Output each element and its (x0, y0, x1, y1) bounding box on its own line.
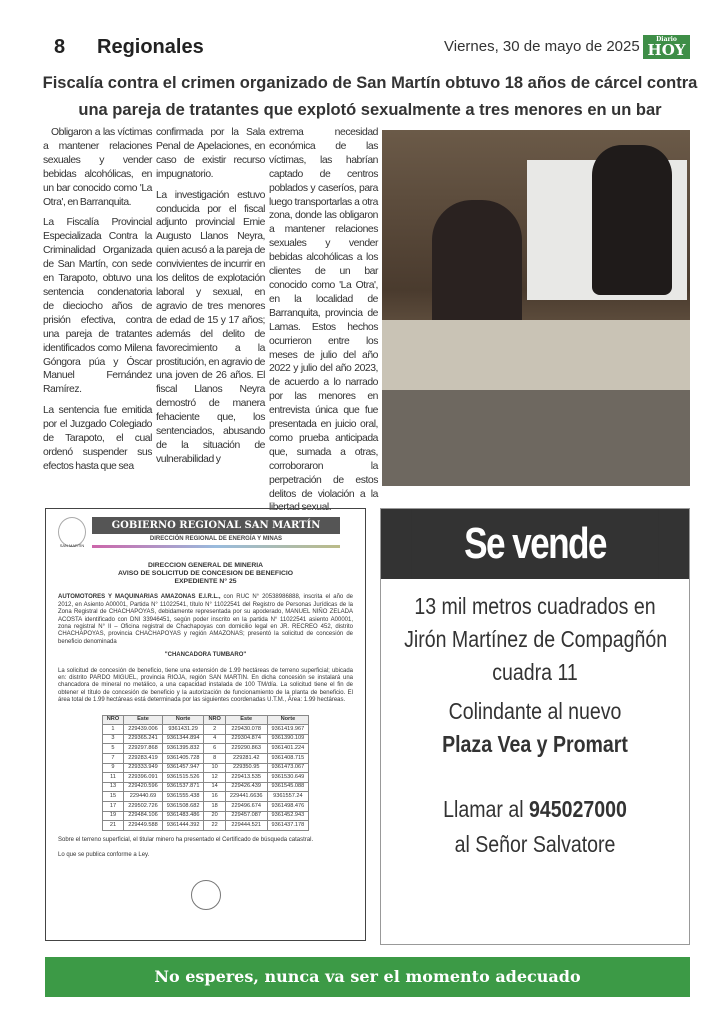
table-cell: 17 (102, 802, 123, 812)
table-header: Norte (162, 715, 204, 725)
table-cell: 9361498.476 (267, 802, 309, 812)
paragraph: extrema necesidad económica de las víctimas, las habrían captado de centros poblados y caseríos, para luego transportarlas a otra zona, donde las obligaron a mantener relaciones sexuales y vender bebidas alcohólicas a los clientes de un bar conocido como 'La Otra', en la localidad de Barranquita, provincia de Lamas. Estos hechos ocurrieron entre los meses de julio del año 2022 y julio del año 2023, de acuerdo a lo narrado por las menores en entrevista única que fue presentada en juicio oral, como prueba anticipada que, sumada a otras, corroboraron la perpetración de estos delitos de violación a la libertad sexual. (269, 127, 378, 514)
table-row (102, 802, 308, 812)
paragraph: confirmada por la Sala Penal de Apelaciones, en caso de existir recurso impugnatorio. (156, 127, 265, 180)
table-cell: 229502.726 (124, 802, 163, 812)
table-cell: 229297.868 (124, 744, 163, 754)
table-cell: 229420.596 (124, 782, 163, 792)
paragraph: La Fiscalía Provincial Especializada Contra la Criminalidad Organizada de San Martín, con sede en Tarapoto, obtuvo una sentencia condenatoria de dieciocho años de prisión efectiva, contra una pareja de tratantes identificados como Milena Góngora púa y Óscar Manuel Fernández Ramírez. (43, 217, 152, 396)
article-column-2 (156, 126, 265, 474)
paragraph: La investigación estuvo conducida por el fiscal adjunto provincial Ernie Augusto Llanos Neyra, quien acusó a la pareja de convivientes de incurrir en los delitos de explotación laboral y sexual, en agravio de tres menores de edad de 15 y 17 años; además del delito de favorecimiento a la prostitución, en agravio de una joven de 26 años. El fiscal Llanos Neyra demostró de manera fehaciente que, los sentenciados, abusando de la situación de vulnerabilidad y (156, 189, 265, 465)
table-cell: 9361508.682 (162, 802, 204, 812)
page-number: 8 (54, 36, 66, 58)
table-header: NRO (102, 715, 123, 725)
table-cell: 5 (102, 744, 123, 754)
article-headline: Fiscalía contra el crimen organizado de San Martín obtuvo 18 años de cárcel contra una pareja de tratantes que explotó sexualmente a tres menores en un bar (42, 74, 698, 119)
table-cell: 14 (204, 782, 225, 792)
table-cell: 9361473.067 (267, 763, 309, 773)
section-title: Regionales (97, 36, 204, 58)
regional-seal-icon: SAN MARTÍN (58, 517, 86, 547)
paragraph: Obligaron a las víctimas a mantener relaciones sexuales y vender bebidas alcohólicas, en un bar conocido como 'La Otra', en Barranquita. (43, 127, 152, 208)
notice-paragraph: Lo que se publica conforme a Ley. (58, 852, 150, 859)
table-header: Este (124, 715, 163, 725)
table-cell: 229283.419 (124, 754, 163, 764)
table-cell: 229457.087 (225, 811, 267, 821)
table-cell: 9361431.29 (162, 725, 204, 735)
table-cell: 229444.521 (225, 821, 267, 831)
table-row (102, 754, 308, 764)
footer-banner: No esperes, nunca va ser el momento adecuado (45, 957, 690, 997)
table-cell: 6 (204, 744, 225, 754)
table-cell: 9361557.24 (267, 792, 309, 802)
ad-call-line (404, 796, 666, 823)
table-cell: 22 (204, 821, 225, 831)
mining-notice (45, 508, 366, 941)
table-row (102, 734, 308, 744)
paragraph: La sentencia fue emitida por el Juzgado Colegiado de Tarapoto, el cual ordenó suspender sus efectos hasta que sea (43, 405, 152, 472)
table-row (102, 763, 308, 773)
article-photo (382, 130, 690, 486)
article-column-3 (269, 126, 378, 522)
table-cell: 229396.091 (124, 773, 163, 783)
table-cell: 229290.863 (225, 744, 267, 754)
color-bar (92, 545, 340, 548)
ad-line: Jirón Martínez de Compagñón (404, 626, 668, 652)
table-cell: 11 (102, 773, 123, 783)
table-cell: 229413.535 (225, 773, 267, 783)
project-name: "CHANCADORA TUMBARO" (164, 652, 247, 659)
title-line: DIRECCION GENERAL DE MINERIA (147, 562, 264, 570)
table-cell: 7 (102, 754, 123, 764)
table-cell: 12 (204, 773, 225, 783)
table-cell: 229333.949 (124, 763, 163, 773)
table-row (102, 782, 308, 792)
table-row (102, 821, 308, 831)
logo-big-text: HOY (647, 41, 686, 59)
coordinates-table (102, 715, 309, 831)
table-cell: 18 (204, 802, 225, 812)
ad-line-stores: Plaza Vea y Promart (442, 731, 628, 757)
table-cell: 229350.95 (225, 763, 267, 773)
table-cell: 9361530.649 (267, 773, 309, 783)
table-cell: 9361457.947 (162, 763, 204, 773)
ad-line: Colindante al nuevo (448, 698, 622, 724)
table-cell: 229304.874 (225, 734, 267, 744)
table-cell: 9361452.943 (267, 811, 309, 821)
table-row (102, 792, 308, 802)
table-cell: 9361537.871 (162, 782, 204, 792)
table-cell: 21 (102, 821, 123, 831)
call-prefix: Llamar al (443, 796, 529, 822)
table-cell: 20 (204, 811, 225, 821)
table-cell: 9361401.224 (267, 744, 309, 754)
floor (382, 390, 690, 486)
table-cell: 16 (204, 792, 225, 802)
table-cell: 229484.106 (124, 811, 163, 821)
table-cell: 229441.6636 (225, 792, 267, 802)
company-name: AUTOMOTORES Y MAQUINARIAS AMAZONAS E.I.R.L., (58, 594, 221, 601)
table-cell: 13 (102, 782, 123, 792)
table-cell: 9361545.088 (267, 782, 309, 792)
table-cell: 9361419.967 (267, 725, 309, 735)
notice-paragraph: Sobre el terreno superficial, el titular minero ha presentado el Certificado de búsqueda catastral. (58, 836, 314, 843)
table-cell: 9361515.526 (162, 773, 204, 783)
notice-paragraph: La solicitud de concesión de beneficio, tiene una extensión de 1.99 hectáreas de terreno superficial; ubicada en: distrito PARDO MIGUEL, provincia RIOJA, región SAN MARTIN. En dicha concesión se instalará una chancadora de mineral no metálico, a una capacidad instalada de 100 TM/día. La solicitud tiene el fin de obtener el título de concesión de beneficio y la autorización de funcionamiento de la planta de beneficio. El área total de 1.99 hectáreas está determinada por las siguientes coordenadas U.T.M., Área: 1.99 hectáreas. (58, 667, 353, 704)
table-cell: 9361483.486 (162, 811, 204, 821)
ad-title: Se vende (412, 509, 658, 579)
table-header: NRO (204, 715, 225, 725)
table-cell: 4 (204, 734, 225, 744)
ad-line: al Señor Salvatore (454, 831, 616, 857)
table-with-money (382, 320, 690, 390)
table-cell: 2 (204, 725, 225, 735)
phone-number[interactable]: 945027000 (528, 796, 627, 822)
land-sale-ad (380, 508, 690, 945)
table-cell: 9361437.178 (267, 821, 309, 831)
table-cell: 9361408.715 (267, 754, 309, 764)
table-header: Norte (267, 715, 309, 725)
issue-date: Viernes, 30 de mayo de 2025 (444, 38, 640, 55)
table-cell: 19 (102, 811, 123, 821)
table-cell: 9361405.728 (162, 754, 204, 764)
table-cell: 10 (204, 763, 225, 773)
table-cell: 9361444.392 (162, 821, 204, 831)
direction-name: DIRECCIÓN REGIONAL DE ENERGÍA Y MINAS (149, 536, 283, 542)
official-stamp-icon (191, 880, 221, 910)
man-figure (592, 145, 672, 295)
table-cell: 8 (204, 754, 225, 764)
table-cell: 229426.439 (225, 782, 267, 792)
table-cell: 9361344.894 (162, 734, 204, 744)
table-cell: 9361395.832 (162, 744, 204, 754)
table-cell: 1 (102, 725, 123, 735)
table-cell: 3 (102, 734, 123, 744)
table-cell: 229439.006 (124, 725, 163, 735)
ad-line: cuadra 11 (492, 659, 578, 685)
table-cell: 229430.078 (225, 725, 267, 735)
notice-title (58, 562, 353, 586)
table-cell: 229281.42 (225, 754, 267, 764)
table-cell: 9361555.438 (162, 792, 204, 802)
diario-hoy-logo (643, 35, 690, 59)
title-line: EXPEDIENTE N° 25 (174, 578, 237, 586)
table-row (102, 811, 308, 821)
table-row (102, 773, 308, 783)
table-cell: 229365.241 (124, 734, 163, 744)
table-cell: 229449.588 (124, 821, 163, 831)
table-header: Este (225, 715, 267, 725)
article-column-1 (43, 126, 152, 481)
ad-line: 13 mil metros cuadrados en (414, 593, 656, 619)
table-row (102, 744, 308, 754)
table-cell: 229440.69 (124, 792, 163, 802)
logo-small-text: Diario (656, 36, 677, 43)
notice-paragraph (58, 594, 353, 646)
notice-header (58, 517, 353, 548)
table-cell: 229496.674 (225, 802, 267, 812)
table-cell: 9 (102, 763, 123, 773)
table-cell: 15 (102, 792, 123, 802)
table-cell: 9361390.109 (267, 734, 309, 744)
title-line: AVISO DE SOLICITUD DE CONCESION DE BENEFICIO (117, 570, 294, 578)
government-banner: GOBIERNO REGIONAL SAN MARTÍN (92, 517, 340, 534)
table-row (102, 725, 308, 735)
paragraph-text: con RUC N° 20538986888, inscrita el año de 2012, en Asiento A00001, Partida N° 11022541, título N° 11022541 del Registro de Personas Jurídicas de la Zona Registral de CHACHAPOYAS, debidamente representada por su apoderado, MANUEL NIÑO ZELADA ACOSTA identificado con DNI 33946451, según poder inscrito en la partida N° 11022541 asiento A00001, zona registral N° II – Oficina registral de Chachapoyas con domicilio legal en JR. RECREO 452, distrito CHACHAPOYAS, provincia CHACHAPOYAS y región AMAZONAS; presentó la solicitud de concesión de beneficio denominada (58, 594, 353, 645)
